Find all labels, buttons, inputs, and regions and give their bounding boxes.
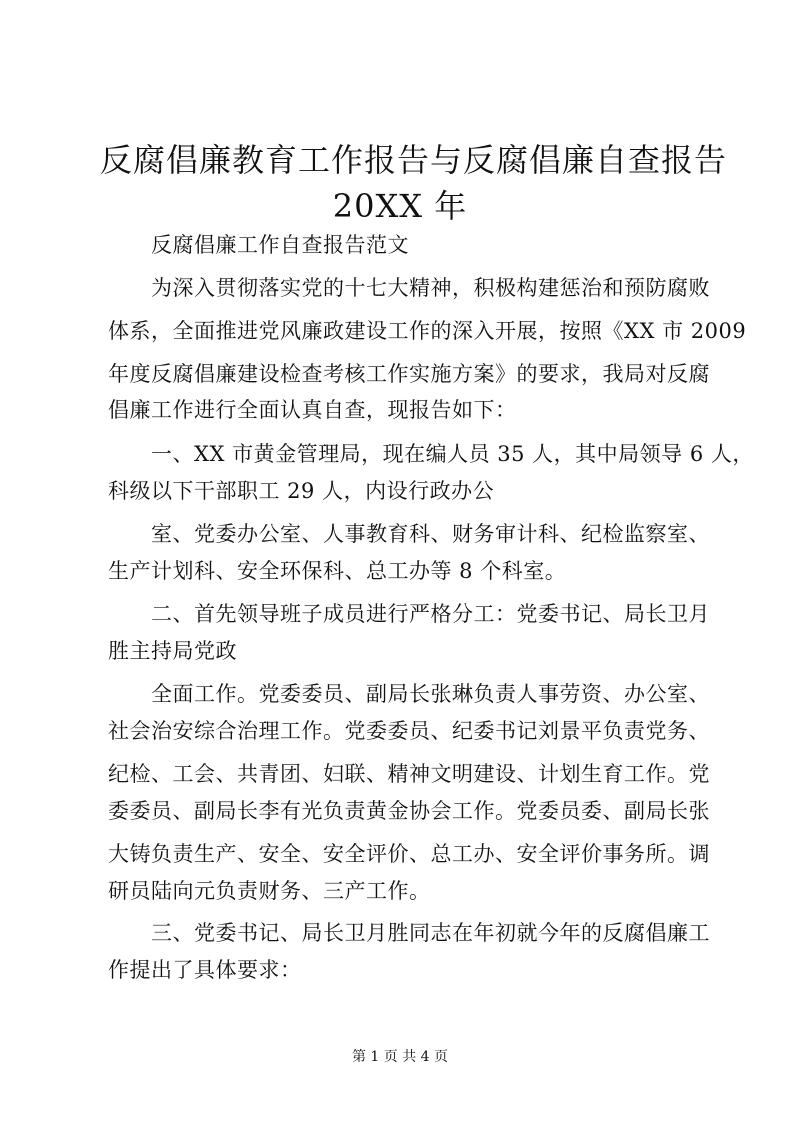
paragraph-line: 为深入贯彻落实党的十七大精神，积极构建惩治和预防腐败: [151, 276, 710, 300]
document-title-line-1: 反腐倡廉教育工作报告与反腐倡廉自查报告: [100, 141, 728, 179]
document-title-line-2: 20XX 年: [332, 187, 468, 225]
paragraph-line: 体系，全面推进党风廉政建设工作的深入开展，按照《XX 市 2009: [108, 319, 747, 343]
paragraph-line: 大铸负责生产、安全、安全评价、总工办、安全评价事务所。调: [108, 842, 710, 866]
paragraph-line: 二、首先领导班子成员进行严格分工：党委书记、局长卫月: [151, 602, 710, 626]
paragraph-line: 年度反腐倡廉建设检查考核工作实施方案》的要求，我局对反腐: [108, 362, 710, 386]
paragraph-line: 社会治安综合治理工作。党委委员、纪委书记刘景平负责党务、: [108, 719, 710, 743]
subtitle: 反腐倡廉工作自查报告范文: [151, 233, 409, 257]
paragraph-line: 研员陆向元负责财务、三产工作。: [108, 879, 431, 903]
paragraph-line: 科级以下干部职工 29 人，内设行政办公: [108, 479, 495, 503]
paragraph-line: 三、党委书记、局长卫月胜同志在年初就今年的反腐倡廉工: [151, 921, 710, 945]
paragraph-line: 生产计划科、安全环保科、总工办等 8 个科室。: [108, 559, 567, 583]
paragraph-line: 委委员、副局长李有光负责黄金协会工作。党委员委、副局长张: [108, 799, 710, 823]
paragraph-line: 胜主持局党政: [108, 639, 237, 663]
page-footer: 第 1 页 共 4 页: [351, 1049, 449, 1065]
paragraph-line: 室、党委办公室、人事教育科、财务审计科、纪检监察室、: [151, 522, 710, 546]
paragraph-line: 全面工作。党委委员、副局长张琳负责人事劳资、办公室、: [151, 682, 710, 706]
paragraph-line: 一、XX 市黄金管理局，现在编人员 35 人，其中局领导 6 人，: [151, 442, 754, 466]
paragraph-line: 作提出了具体要求：: [108, 958, 302, 982]
paragraph-line: 纪检、工会、共青团、妇联、精神文明建设、计划生育工作。党: [108, 762, 710, 786]
paragraph-line: 倡廉工作进行全面认真自查，现报告如下：: [108, 398, 517, 422]
